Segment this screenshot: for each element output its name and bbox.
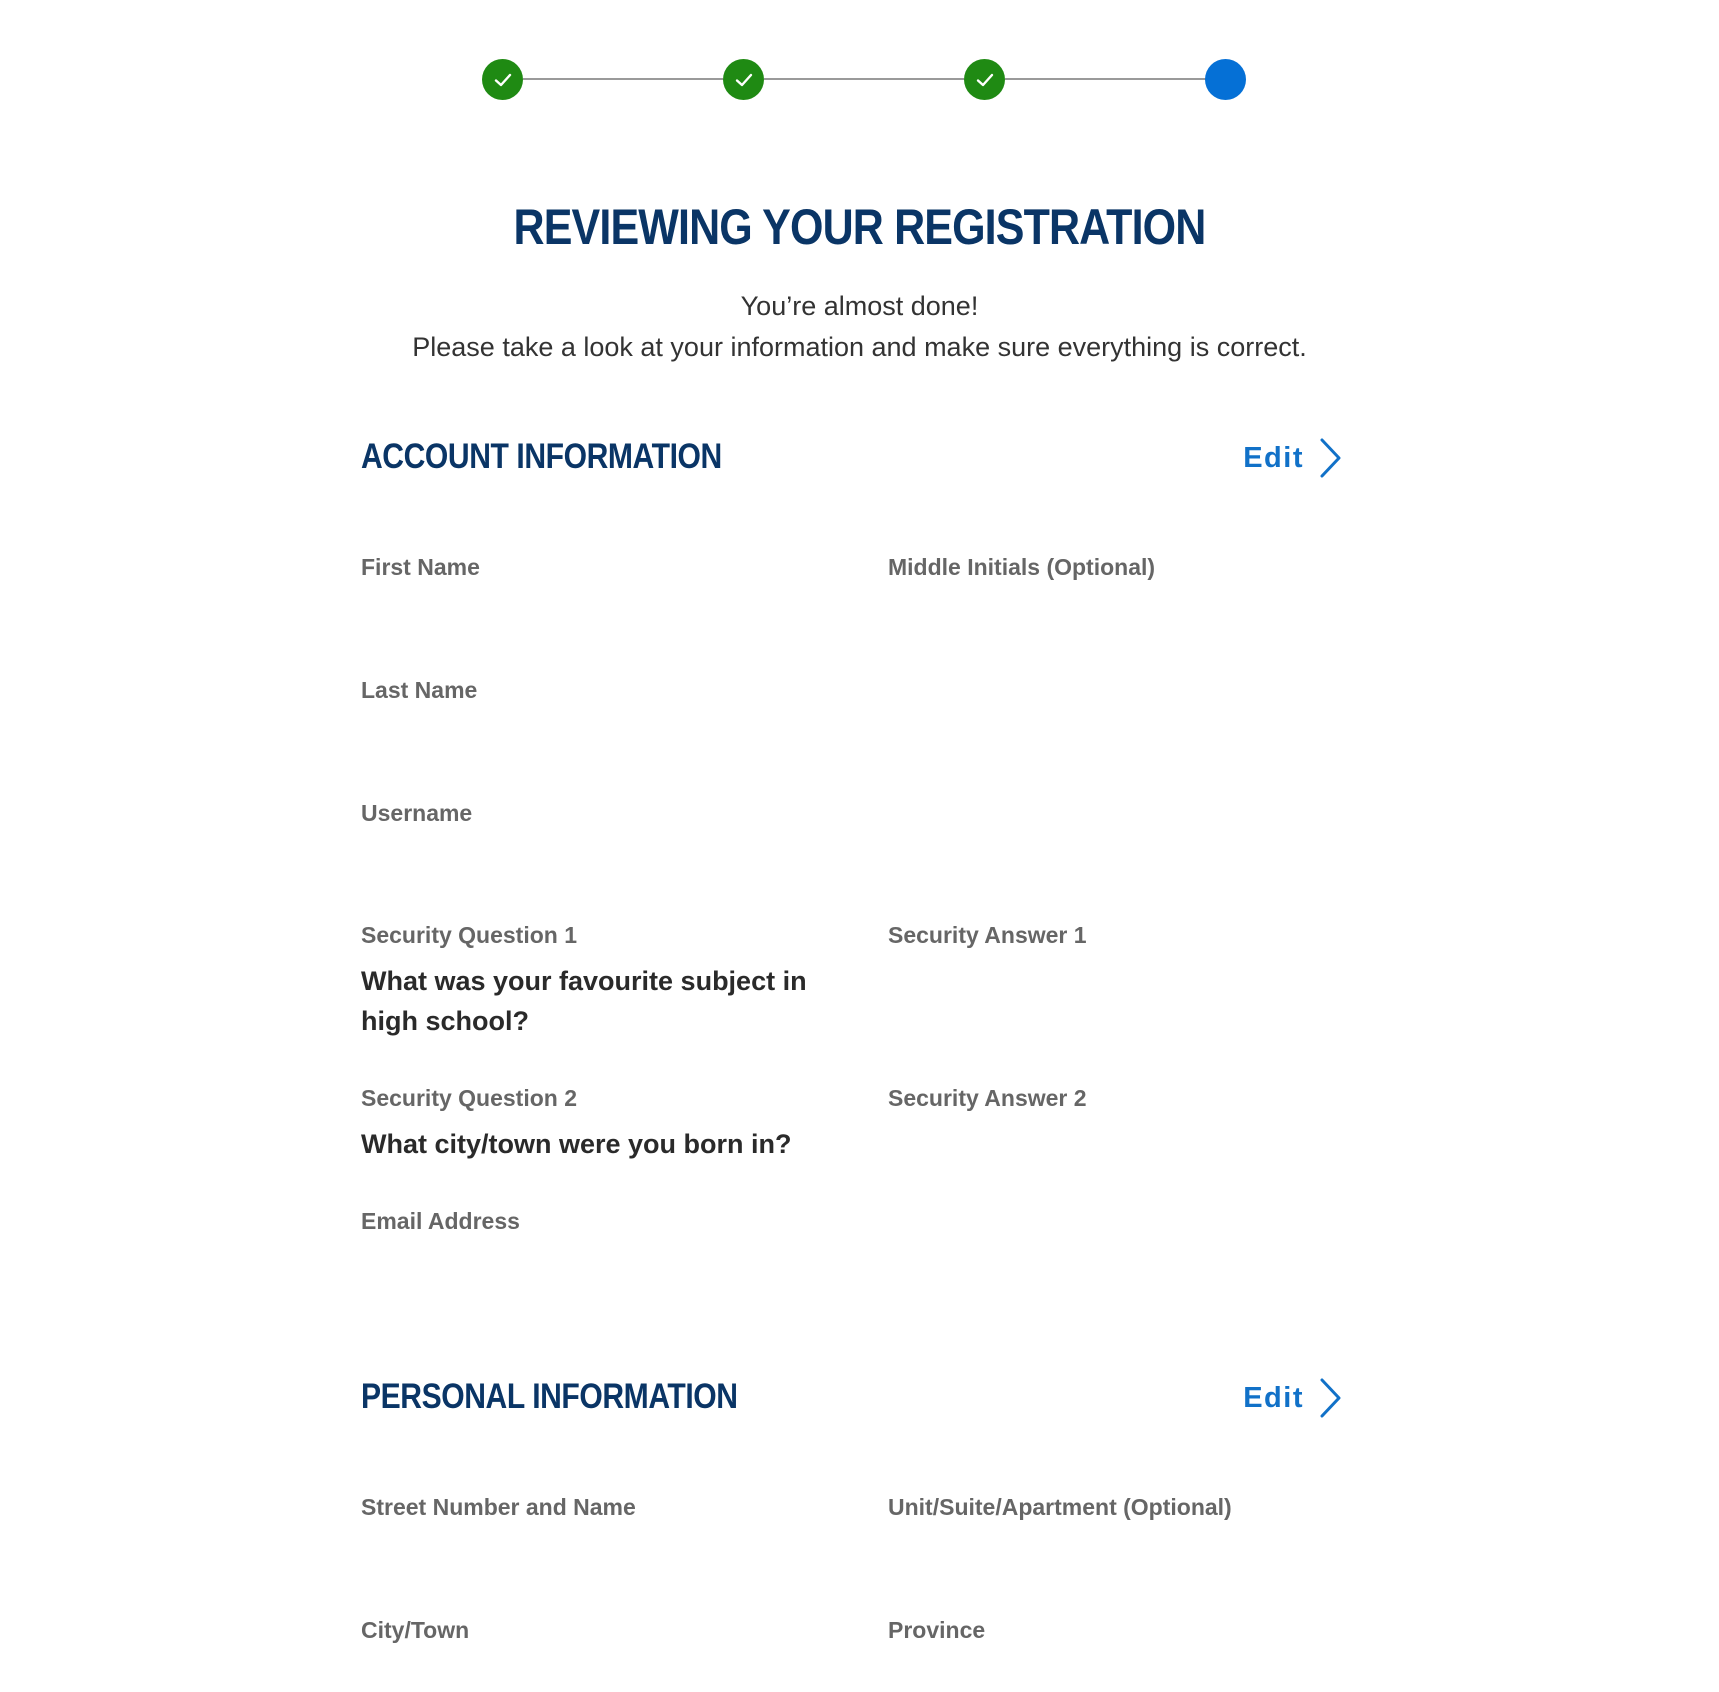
progress-stepper [482, 59, 1251, 100]
field-province [888, 1617, 1358, 1656]
field-value: What city/town were you born in? [361, 1129, 792, 1159]
field-label: First Name [361, 554, 480, 580]
field-label: Middle Initials (Optional) [888, 554, 1156, 580]
stepper-connector [523, 78, 723, 80]
account-edit-link[interactable] [1243, 437, 1346, 479]
field-security-question-1 [361, 922, 831, 1041]
field-security-answer-1 [888, 922, 1358, 961]
check-icon [733, 69, 755, 91]
field-label: Province [888, 1617, 986, 1643]
step-2-complete [723, 59, 764, 100]
field-label: Email Address [361, 1208, 520, 1234]
field-label: Security Question 2 [361, 1085, 578, 1111]
check-icon [974, 69, 996, 91]
account-section-header [361, 437, 1346, 487]
field-middle-initials [888, 554, 1358, 593]
account-section-title: ACCOUNT INFORMATION [361, 437, 722, 476]
personal-edit-link[interactable] [1243, 1377, 1346, 1419]
field-label: Security Question 1 [361, 922, 578, 948]
field-label: Unit/Suite/Apartment (Optional) [888, 1494, 1232, 1520]
field-label: Security Answer 2 [888, 1085, 1087, 1111]
field-label: Street Number and Name [361, 1494, 636, 1520]
personal-section-header [361, 1377, 1346, 1427]
check-icon [492, 69, 514, 91]
field-last-name [361, 677, 831, 716]
stepper-connector [1005, 78, 1210, 80]
edit-label: Edit [1243, 1381, 1304, 1414]
field-security-answer-2 [888, 1085, 1358, 1124]
step-1-complete [482, 59, 523, 100]
field-security-question-2 [361, 1085, 831, 1164]
field-value: What was your favourite subject in high school? [361, 966, 807, 1036]
field-label: Security Answer 1 [888, 922, 1087, 948]
edit-label: Edit [1243, 441, 1304, 474]
field-unit [888, 1494, 1358, 1533]
personal-section-title: PERSONAL INFORMATION [361, 1377, 738, 1416]
field-label: Last Name [361, 677, 478, 703]
intro-line-1: You’re almost done! [740, 291, 979, 321]
field-label: City/Town [361, 1617, 470, 1643]
stepper-connector [764, 78, 964, 80]
intro-line-2: Please take a look at your information and make sure everything is correct. [412, 332, 1307, 362]
field-street [361, 1494, 831, 1533]
chevron-right-icon [1316, 1377, 1346, 1419]
field-email [361, 1208, 831, 1247]
step-4-current [1205, 59, 1246, 100]
chevron-right-icon [1316, 437, 1346, 479]
field-city [361, 1617, 831, 1656]
intro-text [0, 286, 1719, 368]
field-username [361, 800, 831, 839]
page-title: REVIEWING YOUR REGISTRATION [513, 199, 1206, 255]
step-3-complete [964, 59, 1005, 100]
field-first-name [361, 554, 831, 593]
field-label: Username [361, 800, 473, 826]
